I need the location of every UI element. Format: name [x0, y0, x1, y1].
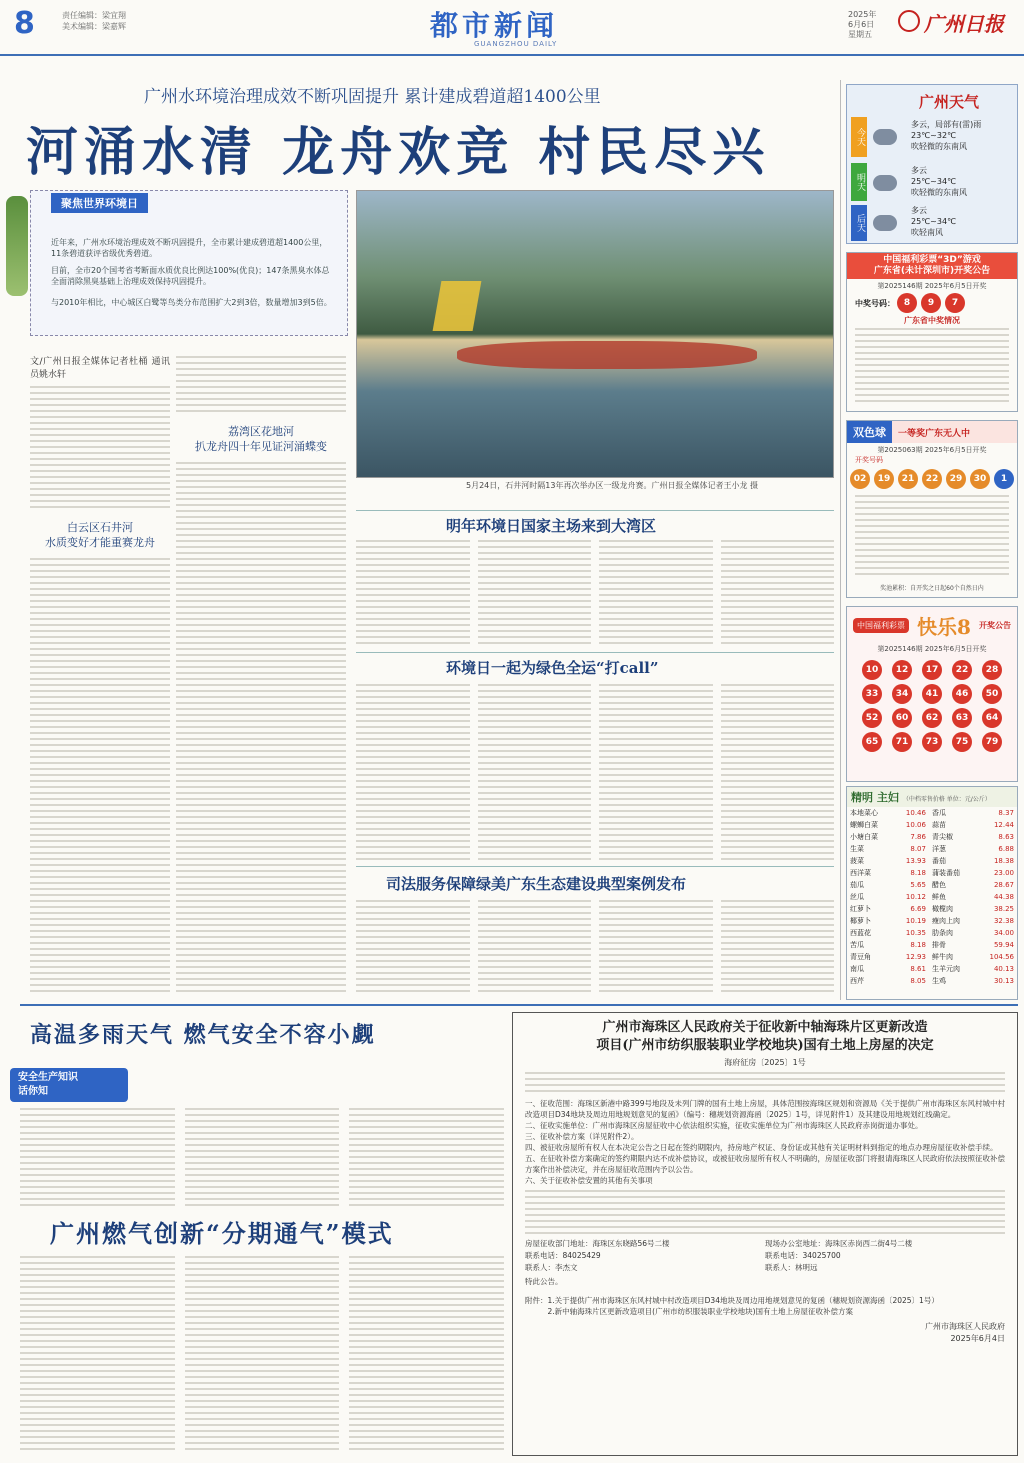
- dcb-footnote: 奖池累积：自开奖之日起60个自然日内: [880, 585, 984, 592]
- happy8-ball: 33: [862, 684, 882, 704]
- lead-body-col2: [176, 356, 346, 996]
- happy8-ball: 73: [922, 732, 942, 752]
- paper-logo-icon: [898, 10, 920, 32]
- section-title: 都市新闻: [430, 9, 559, 42]
- happy8-ball: 17: [922, 660, 942, 680]
- notice-end: 特此公告。: [525, 1277, 563, 1286]
- subhead-1: 白云区石井河 水质变好才能重赛龙舟: [45, 521, 155, 549]
- happy8-panel: [846, 606, 1018, 782]
- flag-icon: [433, 281, 482, 331]
- happy8-ball: 71: [892, 732, 912, 752]
- happy8-ball: 12: [892, 660, 912, 680]
- plant-decoration-icon: [6, 196, 28, 296]
- article3-header: [356, 652, 834, 678]
- veg-price-panel: [846, 786, 1018, 1000]
- happy8-ball: 65: [862, 732, 882, 752]
- veg-subtitle: （中档零售价格 单位：元/公斤）: [902, 796, 991, 803]
- lottery-3d-table-title: 广东省中奖情况: [904, 316, 960, 325]
- lottery-3d-table: [855, 328, 1009, 406]
- safety-tag: 安全生产知识 话你知: [10, 1068, 128, 1102]
- gas-article-body: [20, 1108, 504, 1208]
- dcb-name: 双色球: [847, 421, 892, 443]
- table-row: 菠菜 13.93 番茄 18.38: [850, 857, 1014, 865]
- table-row: 椰萝卜 10.19 瘦肉上肉 32.38: [850, 917, 1014, 925]
- paper-name: 广州日报: [924, 12, 1004, 36]
- weather-day-today: 今天 多云，局部有(雷)雨 23℃~32℃ 吹轻微的东南风: [851, 117, 1013, 157]
- table-row: 苦瓜 8.18 排骨 59.94: [850, 941, 1014, 949]
- article4-body: [356, 900, 834, 996]
- dcb-label: 开奖号码: [855, 456, 883, 464]
- cloud-rain-icon: [873, 129, 897, 145]
- table-row: 红萝卜 6.69 橄榄肉 38.25: [850, 905, 1014, 913]
- masthead: [0, 0, 1024, 56]
- lottery-3d-issue: 第2025146期 2025年6月5日开奖: [877, 282, 987, 290]
- summary-1: 近年来，广州水环境治理成效不断巩固提升，全市累计建成碧道超1400公里，11条碧道获评省级优秀碧道。: [51, 238, 328, 258]
- summary-3: 与2010年相比，中心城区白鹭等鸟类分布范围扩大2到3倍，数量增加3到5倍。: [51, 298, 332, 307]
- table-row: 本地菜心 10.46 香瓜 8.37: [850, 809, 1014, 817]
- lottery-3d-panel: [846, 252, 1018, 412]
- notice-attachments: 附件： 1.关于提供广州市海珠区东风村城中村改造项目D34地块及周边用地规划意见的复函（穗规划资源海函〔2025〕1号） 2.新中轴海珠片区更新改造项目(广州市纺织服装职业学校地块)国有土地上房屋征收补偿方案: [525, 1296, 939, 1316]
- table-row: 丝瓜 10.12 鲜鱼 44.38: [850, 893, 1014, 901]
- happy8-ball: 62: [922, 708, 942, 728]
- table-row: 西芹 8.05 生鸡 30.13: [850, 977, 1014, 985]
- happy8-ball: 28: [982, 660, 1002, 680]
- double-color-ball-panel: [846, 420, 1018, 598]
- article4-header: [356, 866, 834, 896]
- lead-summary-box: [30, 190, 348, 336]
- dragon-boat-icon: [457, 341, 757, 369]
- article2-headline: 明年环境日国家主场来到大湾区: [446, 517, 657, 535]
- happy8-ball: 41: [922, 684, 942, 704]
- dragon-boat-photo: [356, 190, 834, 478]
- government-notice: [512, 1012, 1018, 1456]
- table-row: 西蓝花 10.35 肋条肉 34.00: [850, 929, 1014, 937]
- article4-headline: 司法服务保障绿美广东生态建设典型案例发布: [386, 875, 687, 893]
- table-row: 茄瓜 5.65 醋色 28.67: [850, 881, 1014, 889]
- happy8-title: 中国福利彩票: [853, 618, 909, 633]
- notice-signature: 广州市海珠区人民政府 2025年6月4日: [925, 1322, 1005, 1343]
- lead-body-col1: [30, 356, 170, 996]
- editors: 责任编辑：梁宜翔 美术编辑：梁嘉辉: [62, 11, 126, 31]
- happy8-ball: 60: [892, 708, 912, 728]
- article3-headline: 环境日一起为绿色全运“打call”: [446, 659, 659, 677]
- lottery-3d-numbers: 中奖号码： 8 9 7: [847, 291, 1017, 315]
- happy8-ball: 34: [892, 684, 912, 704]
- happy8-ball: 10: [862, 660, 882, 680]
- gas-headline: 高温多雨天气 燃气安全不容小觑: [30, 1022, 376, 1048]
- happy8-ball: 46: [952, 684, 972, 704]
- byline: 文/广州日报全媒体记者杜桶 通讯员姚水轩: [30, 357, 170, 380]
- dcb-issue: 第2025063期 2025年6月5日开奖: [877, 446, 987, 454]
- lead-kicker: 广州水环境治理成效不断巩固提升 累计建成碧道超1400公里: [144, 87, 601, 107]
- notice-doc-no: 海府征房〔2025〕1号: [724, 1058, 806, 1067]
- notice-other-items: [525, 1190, 1005, 1234]
- weather-panel: [846, 84, 1018, 244]
- article2-body: [356, 540, 834, 644]
- dcb-numbers: 02 19 21 22 29 30 1: [847, 467, 1017, 491]
- happy8-open-label: 开奖公告: [978, 621, 1011, 630]
- happy8-ball: 50: [982, 684, 1002, 704]
- table-row: 西洋菜 8.18 蒲装番茄 23.00: [850, 869, 1014, 877]
- weather-title: 广州天气: [919, 93, 980, 111]
- weather-day-tomorrow: 明天 多云 25℃~34℃ 吹轻微的东南风: [851, 163, 1013, 201]
- weather-day-after: 后天 多云 25℃~34℃ 吹轻南风: [851, 205, 1013, 243]
- happy8-ball: 22: [952, 660, 972, 680]
- notice-title: 广州市海珠区人民政府关于征收新中轴海珠片区更新改造 项目(广州市纺织服装职业学校地块)国有土地上房屋的决定: [596, 1020, 934, 1053]
- photo-caption: 5月24日，石井河时隔13年再次举办区一级龙舟赛。广州日报全媒体记者王小龙 摄: [466, 481, 758, 490]
- happy8-brand: 快乐8: [917, 615, 971, 639]
- veg-price-table: [847, 807, 1017, 987]
- gas-article2-body: [20, 1256, 504, 1452]
- notice-contacts: 房屋征收部门地址：海珠区东晓路56号二楼 联系电话：84025429 联系人：李杰文 现场办公室地址：海珠区赤岗西二街4号二楼 联系电话：34025700 联系人：林明远: [525, 1239, 913, 1272]
- cloud-icon: [873, 215, 897, 231]
- happy8-issue: 第2025146期 2025年6月5日开奖: [877, 645, 987, 653]
- gas-headline-2: 广州燃气创新“分期通气”模式: [50, 1219, 394, 1248]
- page-number: 8: [14, 6, 35, 41]
- section-subtitle: GUANGZHOU DAILY: [474, 40, 558, 48]
- article2-header: [356, 510, 834, 536]
- happy8-ball: 75: [952, 732, 972, 752]
- table-row: 青豆角 12.93 鲜牛肉 104.56: [850, 953, 1014, 961]
- subhead-2: 荔湾区花地河 扒龙舟四十年见证河涌蝶变: [195, 425, 327, 453]
- dcb-table: [855, 495, 1009, 579]
- article3-body: [356, 684, 834, 860]
- veg-title: 精明 主妇: [851, 791, 899, 804]
- table-row: 南瓜 8.61 生羊元肉 40.13: [850, 965, 1014, 973]
- table-row: 小塘白菜 7.86 青尖椒 8.63: [850, 833, 1014, 841]
- happy8-ball: 52: [862, 708, 882, 728]
- dcb-slogan: 一等奖广东无人中: [898, 428, 971, 439]
- lead-tag: 聚焦世界环境日: [51, 193, 148, 213]
- lead-headline: 河涌水清 龙舟欢竞 村民尽兴: [26, 122, 771, 183]
- happy8-ball: 63: [952, 708, 972, 728]
- happy8-numbers: [847, 654, 1017, 758]
- notice-intro: [525, 1072, 1005, 1094]
- lottery-3d-title: 中国福利彩票“3D”游戏 广东省(未计深圳市)开奖公告: [847, 253, 1017, 279]
- table-row: 螺蛳白菜 10.06 蒜苗 12.44: [850, 821, 1014, 829]
- date-block: 2025年 6月6日 星期五: [848, 10, 877, 39]
- cloud-icon: [873, 175, 897, 191]
- happy8-ball: 64: [982, 708, 1002, 728]
- happy8-ball: 79: [982, 732, 1002, 752]
- summary-2: 目前，全市20个国考省考断面水质优良比例达100%(优良)；147条黑臭水体总全面消除黑臭基础上治理成效保持巩固提升。: [51, 266, 330, 286]
- notice-items: 一、征收范围：海珠区新港中路399号地段及未列门牌的国有土地上房屋，具体范围按海珠区规划和资源局《关于提供广州市海珠区东风村城中村改造项目D34地块及周边用地规划意见的复函》（编号：穗规划资源海函〔2025〕1号，详见附件1）及其建设用地规划红线确定。 二、征收实施单位：广州市海珠区房屋征收中心依法组织实施，征收实施单位为广州市海珠区人民政府赤岗街道办事处。 三、征收补偿方案（详见附件2）。 四、被征收房屋所有权人在本决定公告之日起在签约期限内，持房地产权证、身份证或其他有关证明材料到指定的地点办理房屋征收补偿手续。 五、在征收补偿方案确定的签约期限内达不成补偿协议，或被征收房屋所有权人不明确的，房屋征收部门将报请海珠区人民政府依法按照征收补偿方案作出补偿决定，并在房屋征收范围内予以公告。 六、关于征收补偿安置的其他有关事项: [525, 1099, 1005, 1185]
- table-row: 生菜 8.07 洋葱 6.88: [850, 845, 1014, 853]
